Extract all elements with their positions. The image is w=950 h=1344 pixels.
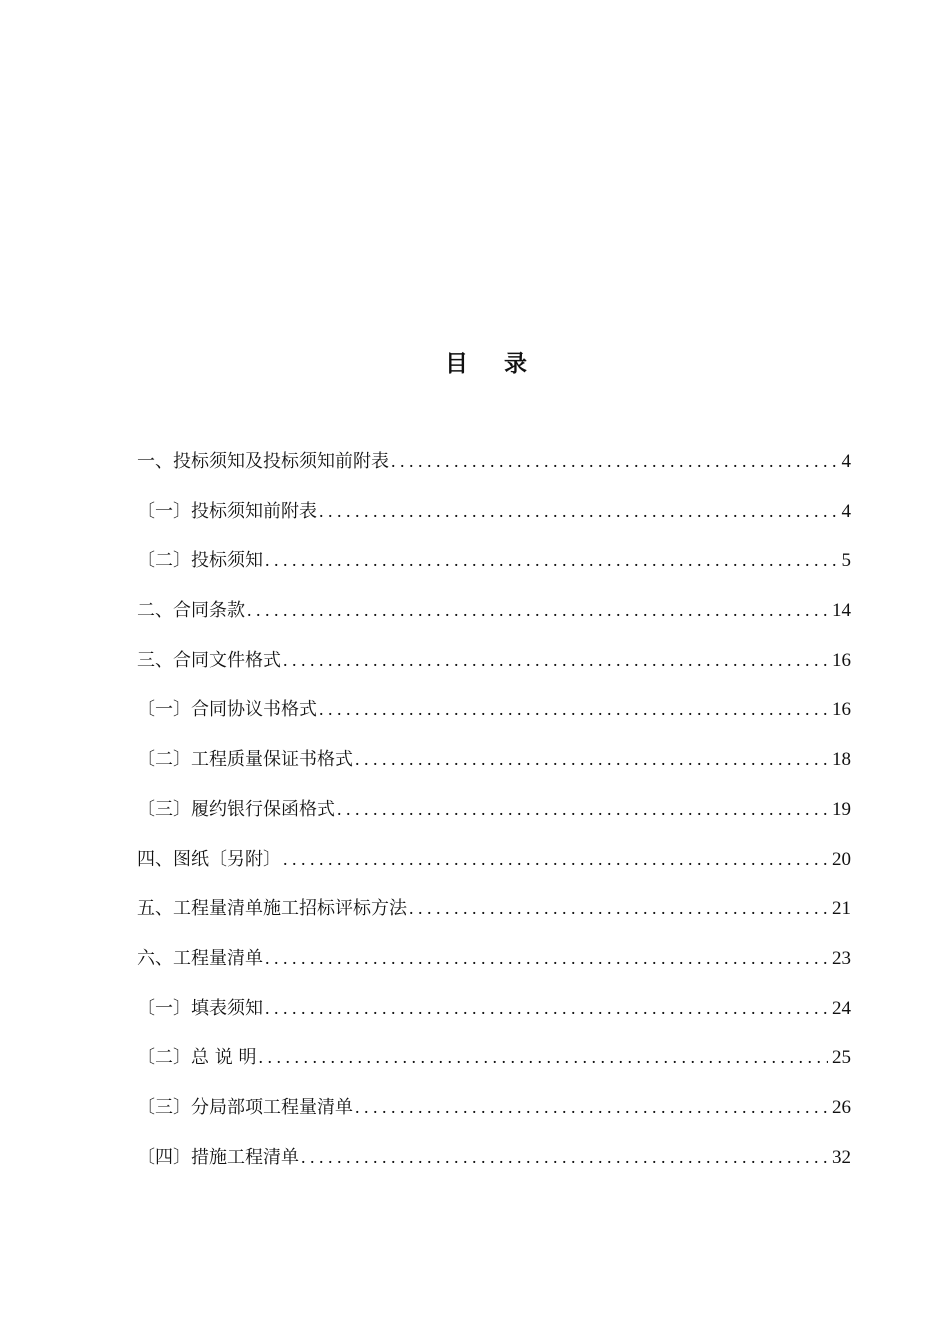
- toc-dot-leader: [283, 650, 828, 671]
- toc-entry-label: 〔四〕措施工程清单: [137, 1146, 299, 1168]
- toc-dot-leader: [337, 799, 828, 820]
- toc-dot-leader: [409, 898, 828, 919]
- toc-page-number: 21: [832, 898, 851, 920]
- toc-entry-label: 〔一〕合同协议书格式: [137, 699, 317, 721]
- page-title: 目 录: [444, 351, 541, 377]
- toc-dot-leader: [247, 600, 828, 621]
- toc-page-number: 18: [832, 749, 851, 771]
- toc-page-number: 24: [832, 997, 851, 1019]
- toc-dot-leader: [355, 749, 828, 770]
- toc-entry-label: 五、工程量清单施工招标评标方法: [137, 898, 407, 920]
- toc-dot-leader: [265, 998, 828, 1019]
- toc-page-number: 4: [841, 451, 851, 472]
- toc-entry-label: 〔二〕总 说 明: [137, 1047, 257, 1069]
- toc-dot-leader: [265, 550, 838, 571]
- toc-entry[interactable]: [137, 745, 851, 795]
- toc-page-number: 14: [832, 600, 851, 622]
- toc-entry-label: 二、合同条款: [137, 600, 245, 622]
- toc-entry[interactable]: [137, 1093, 851, 1143]
- toc-page-number: 19: [832, 798, 851, 820]
- toc-entry-label: 〔二〕工程质量保证书格式: [137, 749, 353, 771]
- toc-page-number: 16: [832, 699, 851, 721]
- toc-page-number: 5: [841, 550, 851, 572]
- toc-dot-leader: [258, 1047, 828, 1068]
- toc-entry-label: 〔一〕填表须知: [137, 997, 263, 1019]
- toc-entry[interactable]: [137, 1143, 851, 1193]
- toc-page-number: 23: [832, 947, 851, 969]
- toc-entry-label: 〔三〕分局部项工程量清单: [137, 1096, 353, 1118]
- toc-entry[interactable]: [137, 695, 851, 745]
- toc-entry-label: 三、合同文件格式: [137, 649, 281, 671]
- toc-entry-label: 〔一〕投标须知前附表: [137, 500, 317, 522]
- toc-dot-leader: [319, 699, 828, 720]
- toc-page-number: 25: [832, 1047, 851, 1069]
- toc-entry[interactable]: [137, 497, 851, 547]
- toc-entry[interactable]: [137, 845, 851, 895]
- toc-entry-label: 一、投标须知及投标须知前附表: [137, 451, 389, 472]
- toc-page-number: 32: [832, 1146, 851, 1168]
- toc-entry[interactable]: [137, 1043, 851, 1093]
- toc-entry[interactable]: [137, 546, 851, 596]
- toc-page-number: 20: [832, 848, 851, 870]
- toc-entry[interactable]: [137, 447, 851, 497]
- toc-entry[interactable]: [137, 994, 851, 1044]
- toc-entry-label: 〔三〕履约银行保函格式: [137, 798, 335, 820]
- toc-entry[interactable]: [137, 795, 851, 845]
- toc-dot-leader: [265, 948, 828, 969]
- toc-dot-leader: [355, 1097, 828, 1118]
- toc-dot-leader: [391, 451, 838, 472]
- toc-page-number: 16: [832, 649, 851, 671]
- toc-dot-leader: [283, 849, 828, 870]
- toc-entry[interactable]: [137, 894, 851, 944]
- toc-page-number: 26: [832, 1096, 851, 1118]
- toc-entry-label: 六、工程量清单: [137, 947, 263, 969]
- toc-dot-leader: [319, 501, 838, 522]
- toc-entry-label: 四、图纸〔另附〕: [137, 848, 281, 870]
- toc-entry[interactable]: [137, 944, 851, 994]
- toc-entry-label: 〔二〕投标须知: [137, 550, 263, 572]
- toc-entry[interactable]: [137, 596, 851, 646]
- table-of-contents: [137, 447, 851, 1192]
- toc-page-number: 4: [841, 500, 851, 522]
- toc-dot-leader: [301, 1147, 828, 1168]
- toc-entry[interactable]: [137, 646, 851, 696]
